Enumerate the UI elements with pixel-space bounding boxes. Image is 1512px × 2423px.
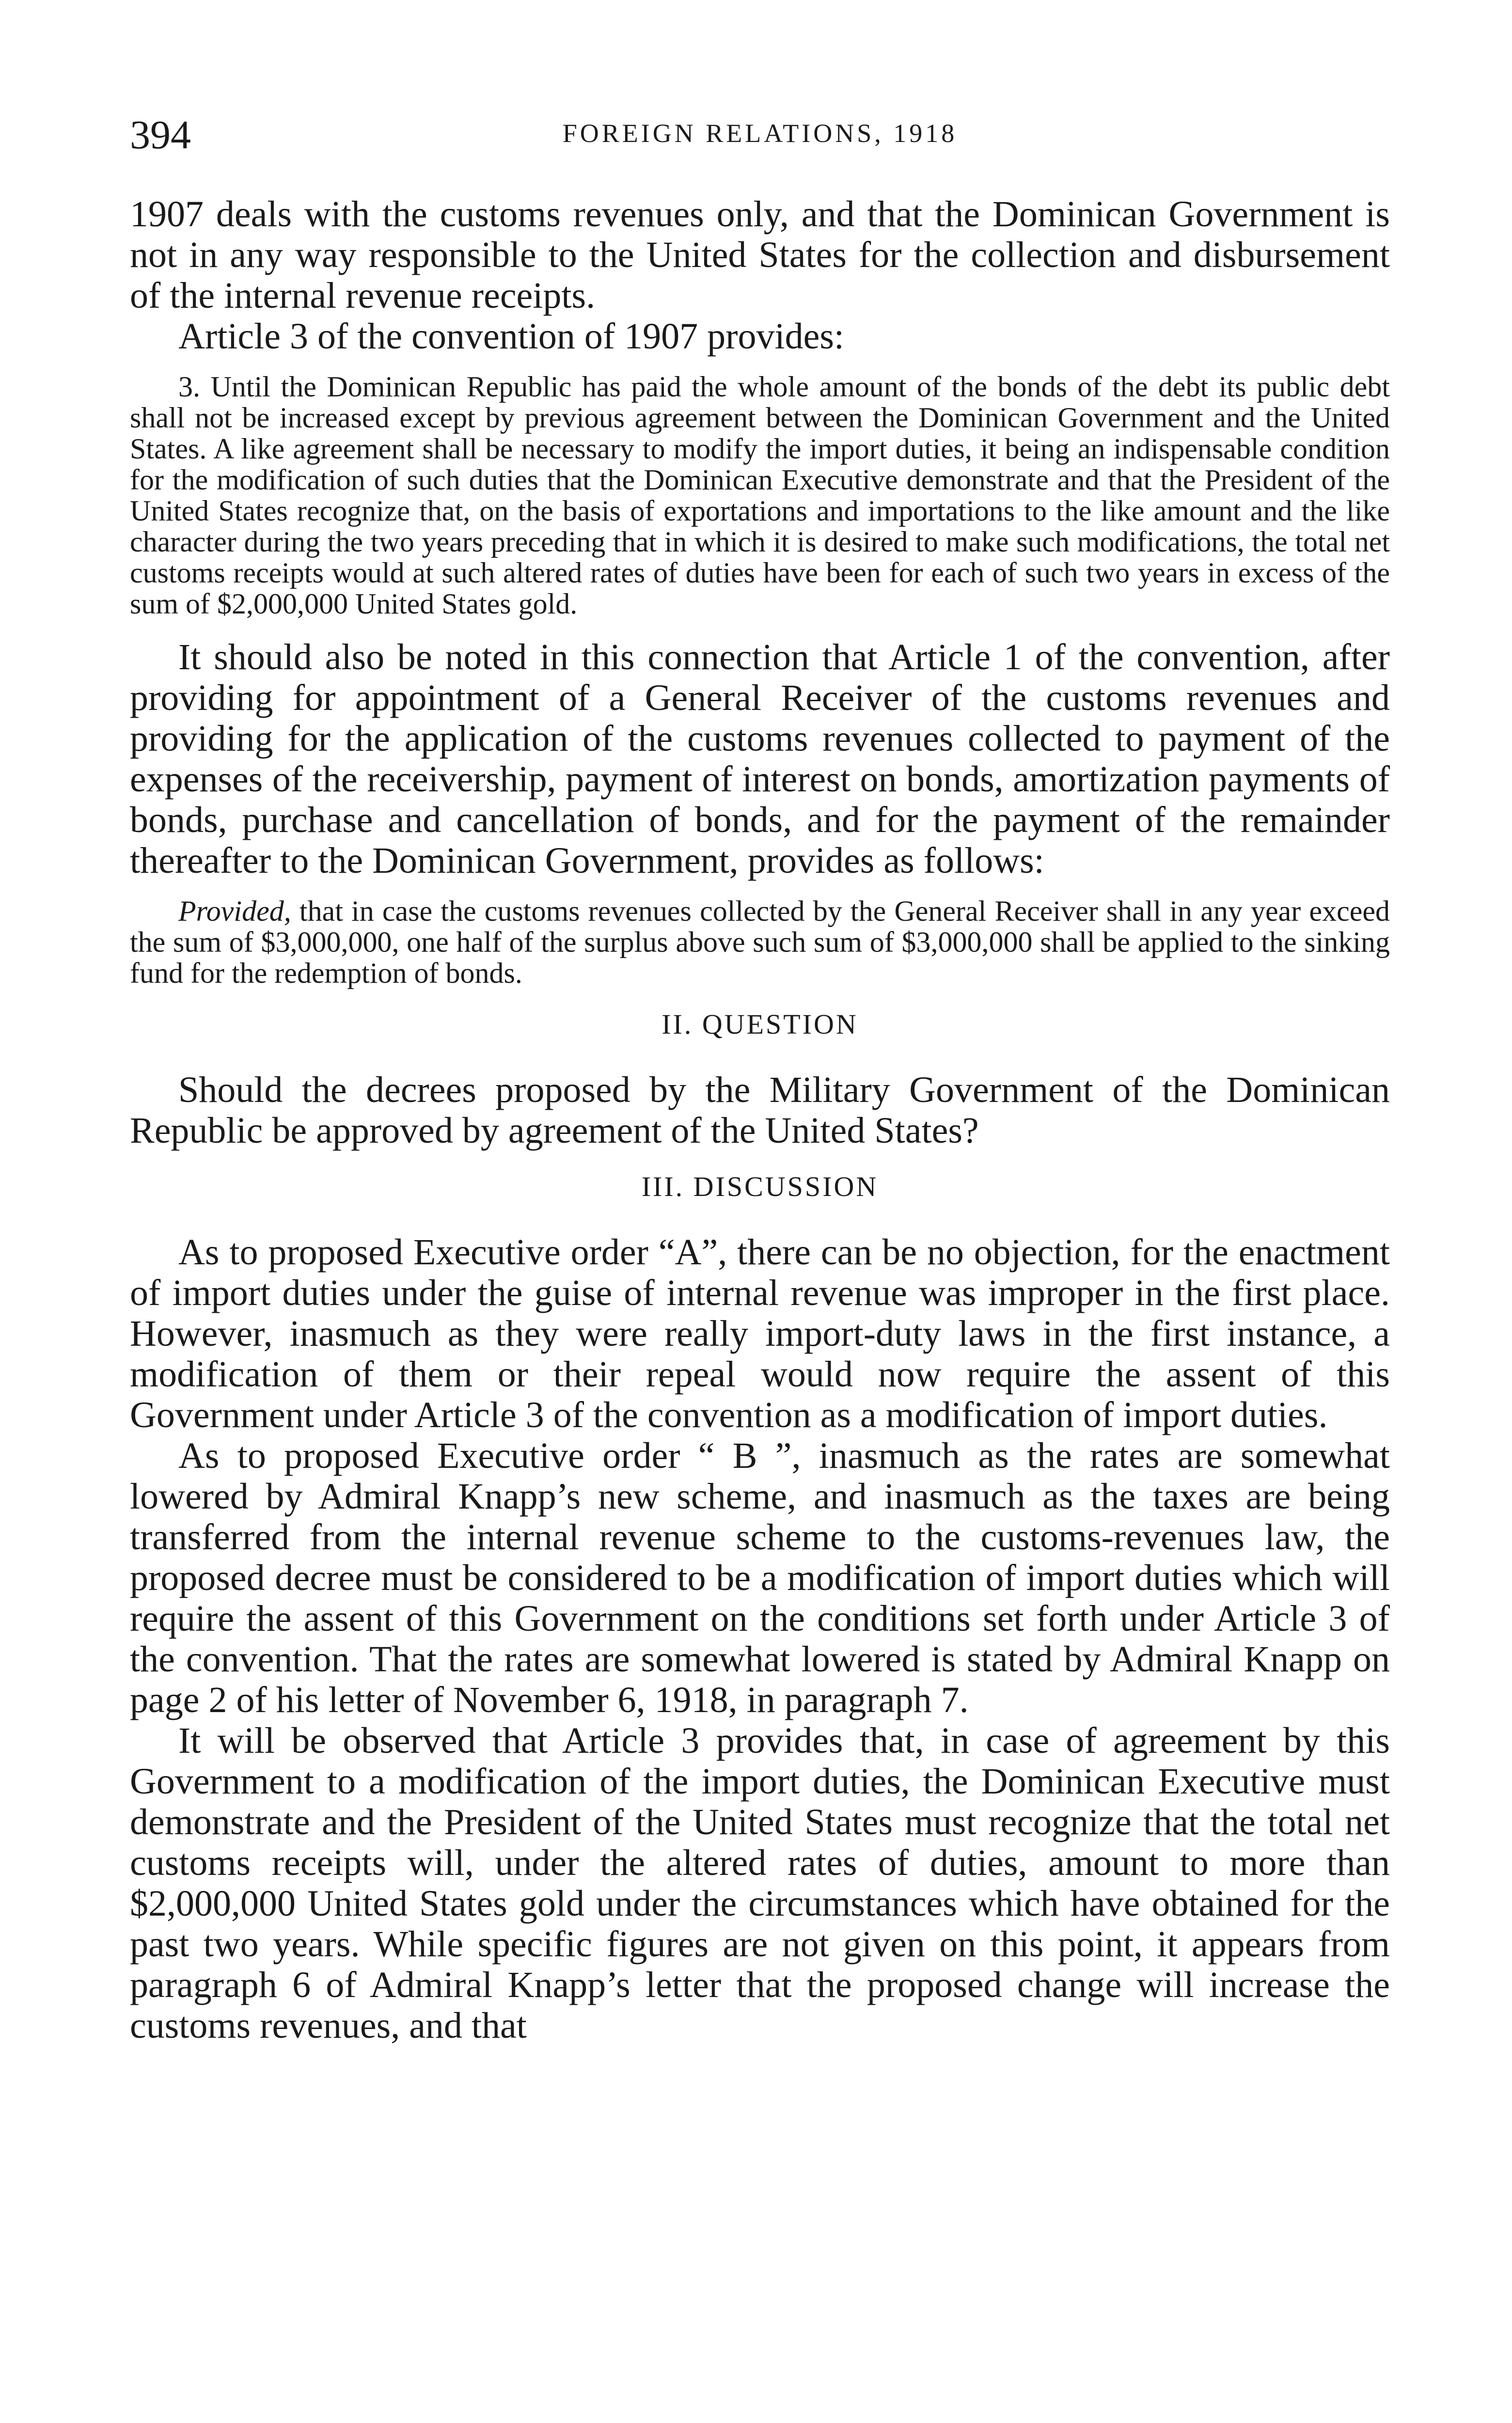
- section-heading-discussion: III. DISCUSSION: [641, 1171, 879, 1202]
- paragraph-question: Should the decrees proposed by the Military Government of the Dominican Republic be approved by agreement of the United States?: [130, 1070, 1390, 1151]
- running-title: FOREIGN RELATIONS, 1918: [562, 119, 958, 148]
- paragraph-continuation: 1907 deals with the customs revenues only, and that the Dominican Government is not in any way responsible to the United States for the collection and disbursement of the internal revenue receipts.: [130, 194, 1390, 316]
- paragraph-article-3-observation: It will be observed that Article 3 provides that, in case of agreement by this Government to a modification of the import duties, the Dominican Executive must demonstrate and the President of the United States must recognize that the total net customs receipts will, under the altered rates of duties, amount to more than $2,000,000 United States gold under the circumstances which have obtained for the past two years. While specific figures are not given on this point, it appears from paragraph 6 of Admiral Knapp’s letter that the proposed change will increase the customs revenues, and that: [130, 1720, 1390, 2046]
- quote-provided-clause: [130, 896, 1390, 989]
- section-heading-question: II. QUESTION: [662, 1008, 858, 1040]
- quote-provided-text: that in case the customs revenues collected by the General Receiver shall in any year exceed the sum of $3,000,000, one half of the surplus above such sum of $3,000,000 shall be applied to the sinking fund for the redemption of bonds.: [130, 895, 1390, 989]
- page-body: [130, 194, 1390, 2046]
- quote-provided-lead: Provided,: [178, 895, 291, 927]
- page-number: 394: [130, 112, 191, 157]
- page-header: [130, 111, 1390, 155]
- paragraph-order-b: As to proposed Executive order “ B ”, inasmuch as the rates are somewhat lowered by Admiral Knapp’s new scheme, and inasmuch as the taxes are being transferred from the internal revenue scheme to the customs-revenues law, the proposed decree must be considered to be a modification of import duties which will require the assent of this Government on the conditions set forth under Article 3 of the convention. That the rates are somewhat lowered is stated by Admiral Knapp on page 2 of his letter of November 6, 1918, in paragraph 7.: [130, 1435, 1390, 1720]
- paragraph-article-1: It should also be noted in this connection that Article 1 of the convention, after providing for appointment of a General Receiver of the customs revenues and providing for the application of the customs revenues collected to payment of the expenses of the receivership, payment of interest on bonds, amortization payments of bonds, purchase and cancellation of bonds, and for the payment of the remainder thereafter to the Dominican Government, provides as follows:: [130, 637, 1390, 881]
- paragraph-order-a: As to proposed Executive order “A”, there can be no objection, for the enactment of import duties under the guise of internal revenue was improper in the first place. However, inasmuch as they were really import-duty laws in the first instance, a modification of them or their repeal would now require the assent of this Government under Article 3 of the convention as a modification of import duties.: [130, 1232, 1390, 1435]
- quote-article-3: 3. Until the Dominican Republic has paid the whole amount of the bonds of the debt its public debt shall not be increased except by previous agreement between the Dominican Government and the United States. A like agreement shall be necessary to modify the import duties, it being an indispensable condition for the modification of such duties that the Dominican Executive demonstrate and that the President of the United States recognize that, on the basis of exportations and importations to the like amount and the like character during the two years preceding that in which it is desired to make such modifications, the total net customs receipts would at such altered rates of duties have been for each of such two years in excess of the sum of $2,000,000 United States gold.: [130, 371, 1390, 620]
- paragraph-article-3-intro: Article 3 of the convention of 1907 provides:: [178, 316, 845, 357]
